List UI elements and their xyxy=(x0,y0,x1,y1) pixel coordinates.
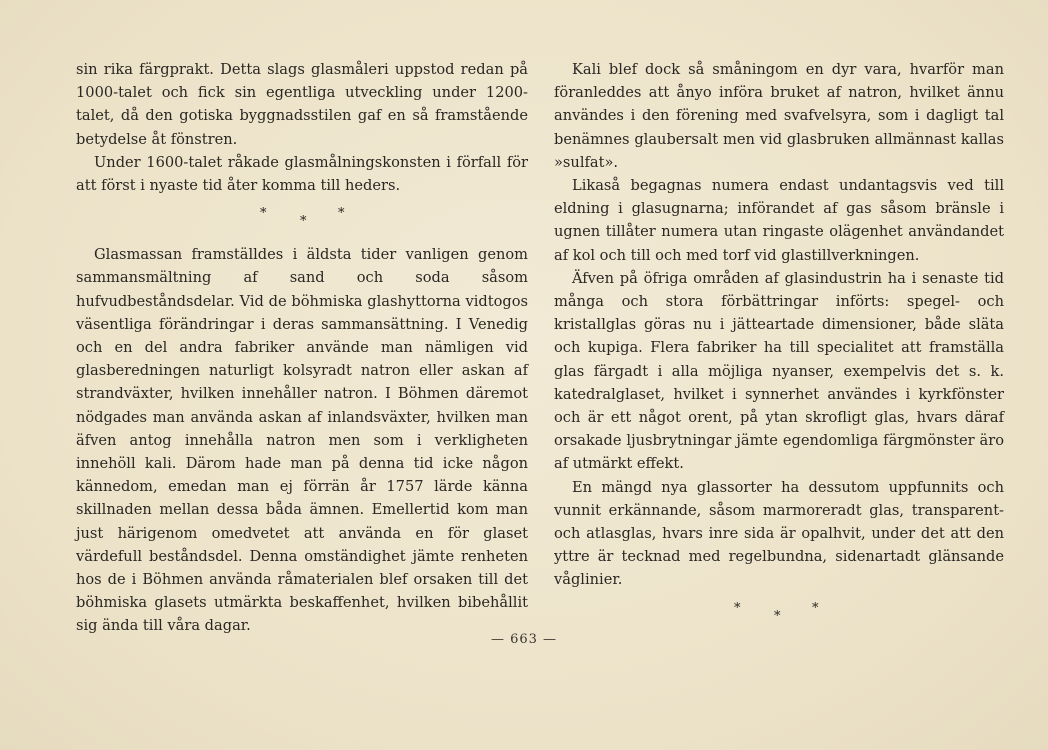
left-paragraph-3: Glasmassan framställdes i äldsta tider vanligen genom sammansmältning af sand och soda såsom hufvudbeståndsdelar. Vid de böhmiska glashyttorna vidtogos väsentliga förändringar i deras sammansättning. I Venedig och en del andra fabriker använde man nämligen vid glasberedningen naturligt kolsyradt natron eller askan af strandväxter, hvilken innehåller natron. I Böhmen däremot nödgades man använda askan af inlandsväxter, hvilken man äfven antog innehålla natron men som i verkligheten innehöll kali. Därom hade man på denna tid icke någon kännedom, emedan man ej förrän år 1757 lärde känna skillnaden mellan dessa båda ämnen. Emellertid kom man just härigenom omedvetet att använda en för glaset värdefull beståndsdel. Denna omständighet jämte renheten hos de i Böhmen använda råmaterialen blef orsaken till det böhmiska glasets utmärkta beskaffenhet, hvilken bibehållit sig ända till våra dagar. xyxy=(76,246,528,635)
left-column xyxy=(76,58,528,638)
separator-asterisk: * xyxy=(260,206,267,222)
right-column xyxy=(554,58,1004,638)
separator-asterisk: * xyxy=(812,600,819,616)
right-paragraph-1: Kali blef dock så småningom en dyr vara, hvarför man föranleddes att ånyo införa bruket af natron, hvilket ännu användes i den förening med svafvelsyra, som i dagligt tal benämnes glaubersalt men vid glasbruken allmännast kallas »sulfat». xyxy=(554,61,1004,171)
separator-asterisk: * xyxy=(734,600,741,616)
page-number: — 663 — xyxy=(490,632,558,647)
right-paragraph-2: Likaså begagnas numera endast undantagsvis ved till eldning i glasugnarna; införandet af gas såsom bränsle i ugnen tillåter numera utan ringaste olägenhet användandet af kol och till och med torf vid glastillverkningen. xyxy=(554,177,1004,264)
right-paragraph-3: Äfven på öfriga områden af glasindustrin ha i senaste tid många och stora förbättringar införts: spegel- och kristallglas göras nu i jätteartade dimensioner, både släta och kupiga. Flera fabriker ha till specialitet att framställa glas färgadt i alla möjliga nyanser, exempelvis det s. k. katedralglaset, hvilket i synnerhet användes i kyrkfönster och är ett något orent, på ytan skrofligt glas, hvars däraf orsakade ljusbrytningar jämte egendomliga färgmönster äro af utmärkt effekt. xyxy=(554,269,1004,473)
separator-asterisk: * xyxy=(300,214,307,230)
separator-asterisk: * xyxy=(774,608,781,624)
right-section-separator xyxy=(554,592,1004,638)
left-paragraph-2: Under 1600-talet råkade glasmålningskonsten i förfall för att först i nyaste tid åter komma till heders. xyxy=(76,153,528,195)
separator-asterisk: * xyxy=(338,206,345,222)
right-paragraph-4: En mängd nya glassorter ha dessutom uppfunnits och vunnit erkännande, såsom marmoreradt glas, transparent- och atlasglas, hvars inre sida är opalhvit, under det att den yttre är tecknad med regelbundna, sidenartadt glänsande våglinier. xyxy=(554,478,1004,589)
left-paragraph-1: sin rika färgprakt. Detta slags glasmåleri uppstod redan på 1000-talet och fick sin egentliga utveckling under 1200-talet, då den gotiska byggnadsstilen gaf en så framstående betydelse åt fönstren. xyxy=(76,61,528,148)
left-section-separator xyxy=(76,197,528,243)
